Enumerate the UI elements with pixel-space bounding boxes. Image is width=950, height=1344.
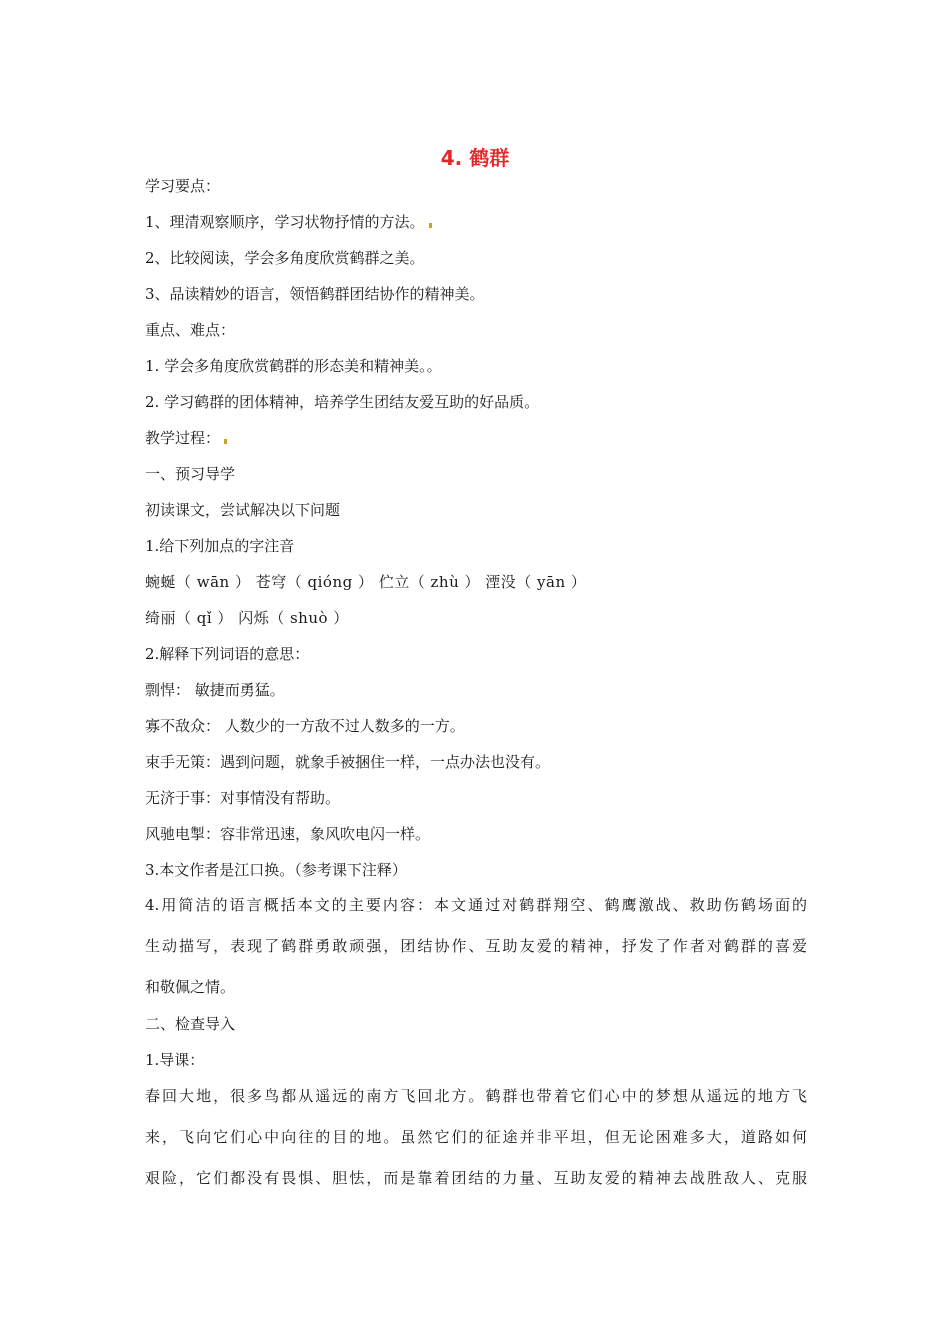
- section-heading-review: 二、检查导入: [145, 1015, 236, 1033]
- question-1: 1.给下列加点的字注音: [145, 537, 295, 555]
- highlight-mark: [429, 223, 432, 228]
- definition-3: 束手无策：遇到问题，就象手被捆住一样，一点办法也没有。: [145, 753, 551, 771]
- question-4-line-2: 生动描写，表现了鹤群勇敢顽强，团结协作、互助友爱的精神，抒发了作者对鹤群的喜爱: [145, 937, 807, 955]
- definition-4: 无济于事：对事情没有帮助。: [145, 789, 341, 807]
- pinyin-row-2: 绮丽（ qǐ ） 闪烁（ shuò ）: [145, 609, 349, 627]
- learning-point-2: 2、比较阅读，学会多角度欣赏鹤群之美。: [145, 249, 425, 267]
- key-point-2: 2. 学习鹤群的团体精神，培养学生团结友爱互助的好品质。: [145, 393, 540, 411]
- section-heading-preview: 一、预习导学: [145, 465, 236, 483]
- document-title: 4. 鹤群: [440, 146, 510, 170]
- pinyin-row-1: 蜿蜒（ wān ） 苍穹（ qióng ） 伫立（ zhù ） 湮没（ yān ）: [145, 573, 587, 591]
- question-2: 2.解释下列词语的意思：: [145, 645, 310, 663]
- intro-paragraph-line-1: 春回大地，很多鸟都从遥远的南方飞回北方。鹤群也带着它们心中的梦想从遥远的地方飞: [145, 1087, 807, 1105]
- definition-5: 风驰电掣：容非常迅速，象风吹电闪一样。: [145, 825, 431, 843]
- section-heading-learning-points: 学习要点：: [145, 177, 221, 195]
- definition-1: 剽悍： 敏捷而勇猛。: [145, 681, 285, 699]
- section-heading-key-points: 重点、难点：: [145, 321, 236, 339]
- key-point-1: 1. 学会多角度欣赏鹤群的形态美和精神美。。: [145, 357, 442, 375]
- question-3: 3.本文作者是江口换。（参考课下注释）: [145, 861, 407, 879]
- learning-point-1: 1、理清观察顺序，学习状物抒情的方法。: [145, 212, 815, 232]
- question-4-line-1: 4.用简洁的语言概括本文的主要内容：本文通过对鹤群翔空、鹤鹰激战、救助伤鹤场面的: [145, 896, 807, 914]
- section-heading-teaching-process: 教学过程：: [145, 428, 815, 448]
- lesson-intro-heading: 1.导课：: [145, 1051, 205, 1069]
- question-4-line-3: 和敬佩之情。: [145, 978, 236, 996]
- learning-point-3: 3、品读精妙的语言，领悟鹤群团结协作的精神美。: [145, 285, 485, 303]
- intro-paragraph-line-3: 艰险，它们都没有畏惧、胆怯，而是靠着团结的力量、互助友爱的精神去战胜敌人、克服: [145, 1169, 807, 1187]
- highlight-mark: [224, 439, 227, 444]
- intro-paragraph-line-2: 来，飞向它们心中向往的目的地。虽然它们的征途并非平坦，但无论困难多大，道路如何: [145, 1128, 807, 1146]
- instruction-line: 初读课文，尝试解决以下问题: [145, 501, 341, 519]
- definition-2: 寡不敌众： 人数少的一方敌不过人数多的一方。: [145, 717, 465, 735]
